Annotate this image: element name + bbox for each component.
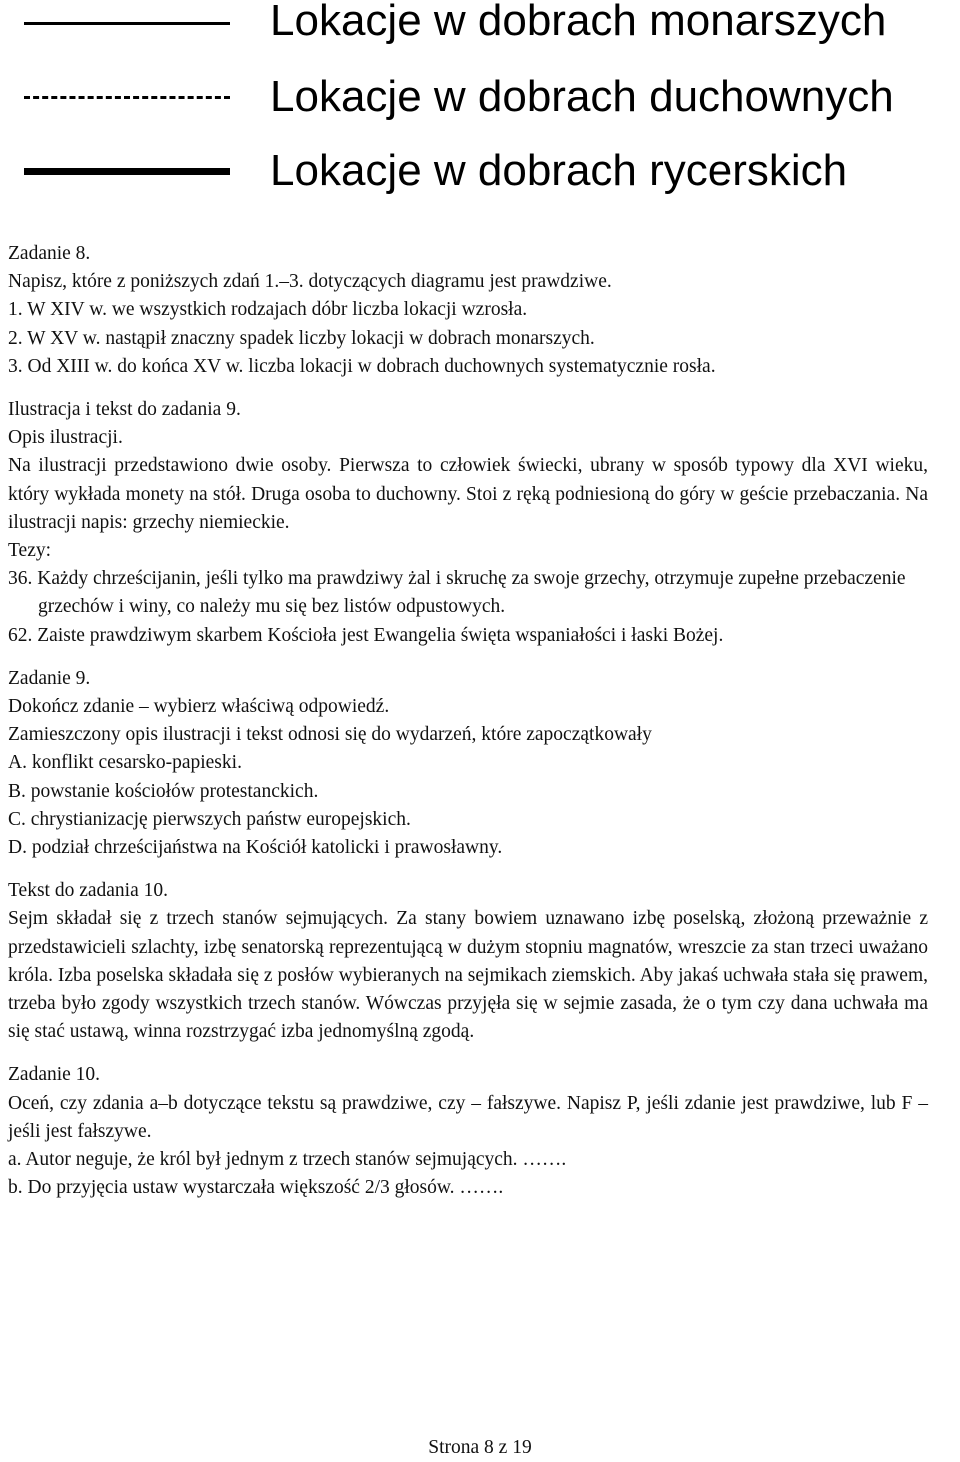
task-9-title: Zadanie 9.	[8, 667, 91, 689]
thesis-62: 62. Zaiste prawdziwym skarbem Kościoła jest Ewangelia święta wspaniałości i łaski Bożej.	[8, 624, 724, 646]
text-10-body: Sejm składał się z trzech stanów sejmujących. Za stany bowiem uznawano izbę poselską, złożoną przeważnie z przedstawicieli szlachty, izbę senatorską reprezentującą w dużym stopniu magnatów, wreszcie za stan trzeci uważano króla. Izba poselska składała się z posłów wybieranych na sejmikach ziemskich. Aby jakaś uchwała stała się prawem, trzeba było zgody wszystkich trzech stanów. Wówczas przyjęła się w sejmie zasada, że o tym czy dana uchwała ma się stać ustawą, winna rozstrzygać izba jednomyślną zgodą.	[8, 908, 928, 1043]
legend-line-dashed	[24, 96, 230, 99]
spacer	[8, 1046, 928, 1061]
spacer	[8, 381, 928, 396]
chart-legend	[0, 0, 960, 210]
illustration-description: Na ilustracji przedstawiono dwie osoby. Pierwsza to człowiek świecki, ubrany w sposób typowy dla XVI wieku, który wykłada monety na stół. Druga osoba to duchowny. Stoi z ręką podniesioną do góry w geście przebaczania. Na ilustracji napis: grzechy niemieckie.	[8, 455, 928, 533]
legend-label: Lokacje w dobrach monarszych	[270, 0, 887, 45]
legend-line-solid-thick	[24, 168, 230, 175]
task-8-item-3: 3. Od XIII w. do końca XV w. liczba lokacji w dobrach duchownych systematycznie rosła.	[8, 355, 716, 377]
thesis-36: 36. Każdy chrześcijanin, jeśli tylko ma prawdziwy żal i skruchę za swoje grzechy, otrzymuje zupełne przebaczenie grzechów i winy, co należy mu się bez listów odpustowych.	[8, 568, 906, 618]
illustration-9-title: Ilustracja i tekst do zadania 9.	[8, 399, 241, 421]
theses-title: Tezy:	[8, 540, 52, 562]
page-number: Strona 8 z 19	[428, 1437, 532, 1458]
legend-entry-clerical	[0, 67, 960, 127]
spacer	[8, 862, 928, 877]
page-content	[8, 240, 928, 1203]
task-9-option-b: B. powstanie kościołów protestanckich.	[8, 780, 319, 802]
task-9-instruction: Dokończ zdanie – wybierz właściwą odpowiedź.	[8, 696, 390, 718]
legend-line-solid-thin	[24, 22, 230, 25]
illustration-description-title: Opis ilustracji.	[8, 427, 123, 449]
legend-label: Lokacje w dobrach rycerskich	[270, 146, 848, 195]
task-8-title: Zadanie 8.	[8, 243, 91, 264]
spacer	[8, 650, 928, 665]
legend-entry-monarchic	[0, 0, 960, 51]
task-8-item-2: 2. W XV w. nastąpił znaczny spadek liczby lokacji w dobrach monarszych.	[8, 327, 595, 349]
legend-entry-knightly	[0, 141, 960, 201]
task-10-title: Zadanie 10.	[8, 1064, 101, 1086]
task-9-option-c: C. chrystianizację pierwszych państw europejskich.	[8, 808, 411, 830]
task-8-instruction: Napisz, które z poniższych zdań 1.–3. dotyczących diagramu jest prawdziwe.	[8, 271, 612, 293]
task-10-statement-a: a. Autor neguje, że król był jednym z trzech stanów sejmujących. …….	[8, 1149, 567, 1171]
task-9-stem: Zamieszczony opis ilustracji i tekst odnosi się do wydarzeń, które zapoczątkowały	[8, 724, 652, 746]
legend-label: Lokacje w dobrach duchownych	[270, 72, 894, 121]
task-10-instruction: Oceń, czy zdania a–b dotyczące tekstu są prawdziwe, czy – fałszywe. Napisz P, jeśli zdanie jest prawdziwe, lub F – jeśli jest fałszywe.	[8, 1092, 928, 1142]
task-10-statement-b: b. Do przyjęcia ustaw wystarczała większość 2/3 głosów. …….	[8, 1177, 504, 1199]
task-9-option-d: D. podział chrześcijaństwa na Kościół katolicki i prawosławny.	[8, 837, 503, 859]
text-10-title: Tekst do zadania 10.	[8, 880, 168, 902]
task-8-item-1: 1. W XIV w. we wszystkich rodzajach dóbr liczba lokacji wzrosła.	[8, 299, 528, 321]
task-9-option-a: A. konflikt cesarsko-papieski.	[8, 752, 242, 774]
